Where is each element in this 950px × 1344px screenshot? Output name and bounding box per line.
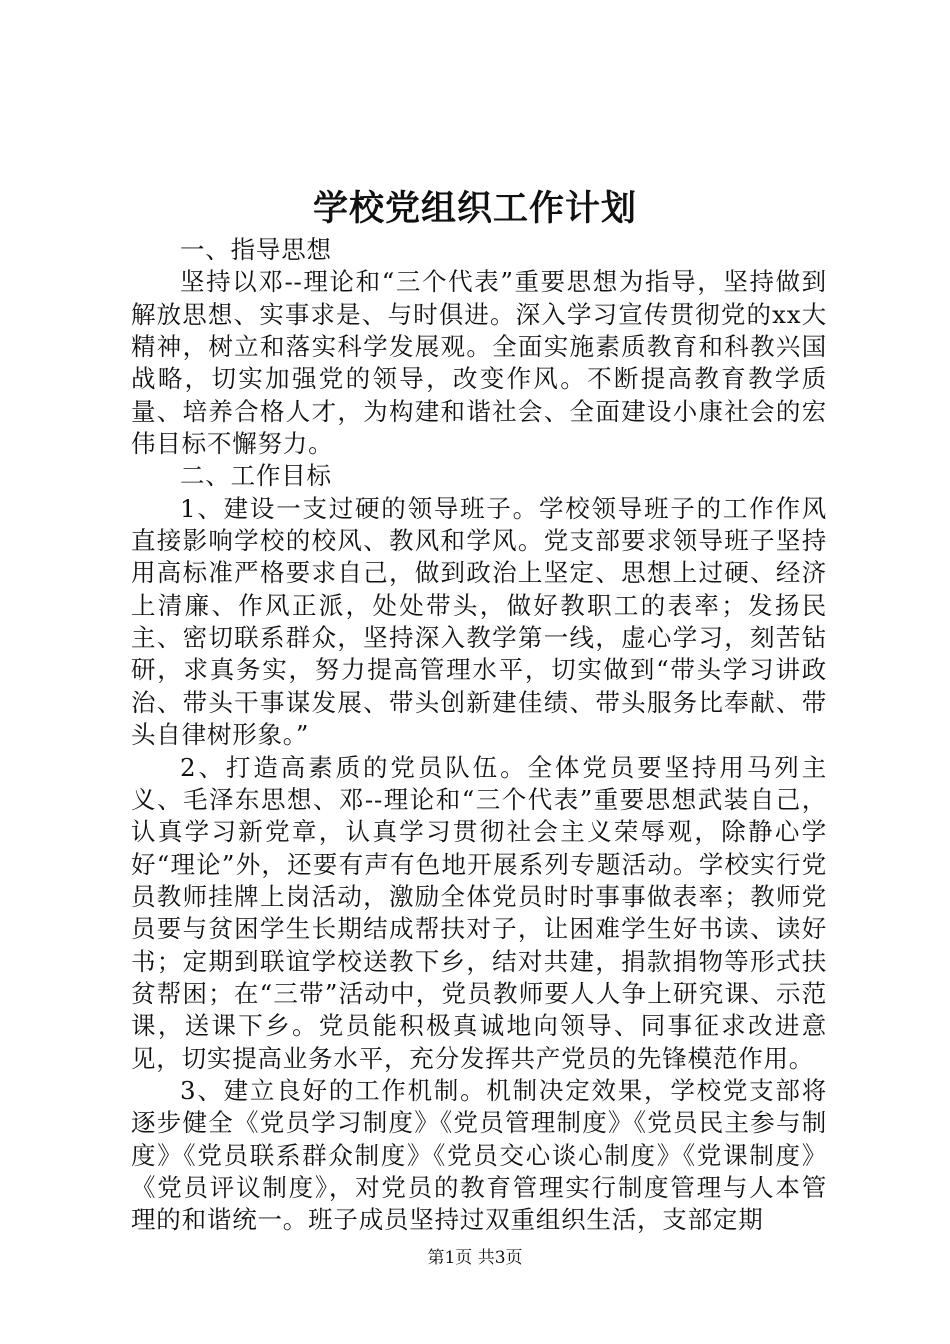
section-heading-work-goals: 二、工作目标 bbox=[180, 461, 332, 491]
paragraph-leadership-team: 1、建设一支过硬的领导班子。学校领导班子的工作作风直接影响学校的校风、教风和学风。党支部要求领导班子坚持用高标准严格要求自己，做到政治上坚定、思想上过硬、经济上清廉、作风正派，处处带头，做好教职工的表率；发扬民主、密切联系群众，坚持深入教学第一线，虚心学习，刻苦钻研，求真务实，努力提高管理水平，切实做到“带头学习讲政治、带头干事谋发展、带头创新建佳绩、带头服务比奉献、带头自律树形象。” bbox=[131, 493, 827, 750]
page-number-footer: 第1页 共3页 bbox=[427, 1248, 523, 1268]
paragraph-party-member-team: 2、打造高素质的党员队伍。全体党员要坚持用马列主义、毛泽东思想、邓--理论和“三个代表”重要思想武装自己，认真学习新党章，认真学习贯彻社会主义荣辱观，除静心学好“理论”外，还要有声有色地开展系列专题活动。学校实行党员教师挂牌上岗活动，激励全体党员时时事事做表率；教师党员要与贫困学生长期结成帮扶对子，让困难学生好书读、读好书；定期到联谊学校送教下乡，结对共建，捐款捐物等形式扶贫帮困；在“三带”活动中，党员教师要人人争上研究课、示范课，送课下乡。党员能积极真诚地向领导、同事征求改进意见，切实提高业务水平，充分发挥共产党员的先锋模范作用。 bbox=[131, 752, 827, 1073]
document-body bbox=[131, 234, 827, 1237]
document-title: 学校党组织工作计划 bbox=[312, 188, 637, 229]
paragraph-guiding-ideology: 坚持以邓--理论和“三个代表”重要思想为指导，坚持做到解放思想、实事求是、与时俱进。深入学习宣传贯彻党的xx大精神，树立和落实科学发展观。全面实施素质教育和科教兴国战略，切实加强党的领导，改变作风。不断提高教育教学质量、培养合格人才，为构建和谐社会、全面建设小康社会的宏伟目标不懈努力。 bbox=[131, 267, 827, 459]
section-heading-guiding-ideology: 一、指导思想 bbox=[180, 235, 332, 264]
paragraph-work-mechanism: 3、建立良好的工作机制。机制决定效果，学校党支部将逐步健全《党员学习制度》《党员管理制度》《党员民主参与制度》《党员联系群众制度》《党员交心谈心制度》《党课制度》《党员评议制度》，对党员的教育管理实行制度管理与人本管理的和谐统一。班子成员坚持过双重组织生活，支部定期 bbox=[131, 1075, 827, 1235]
